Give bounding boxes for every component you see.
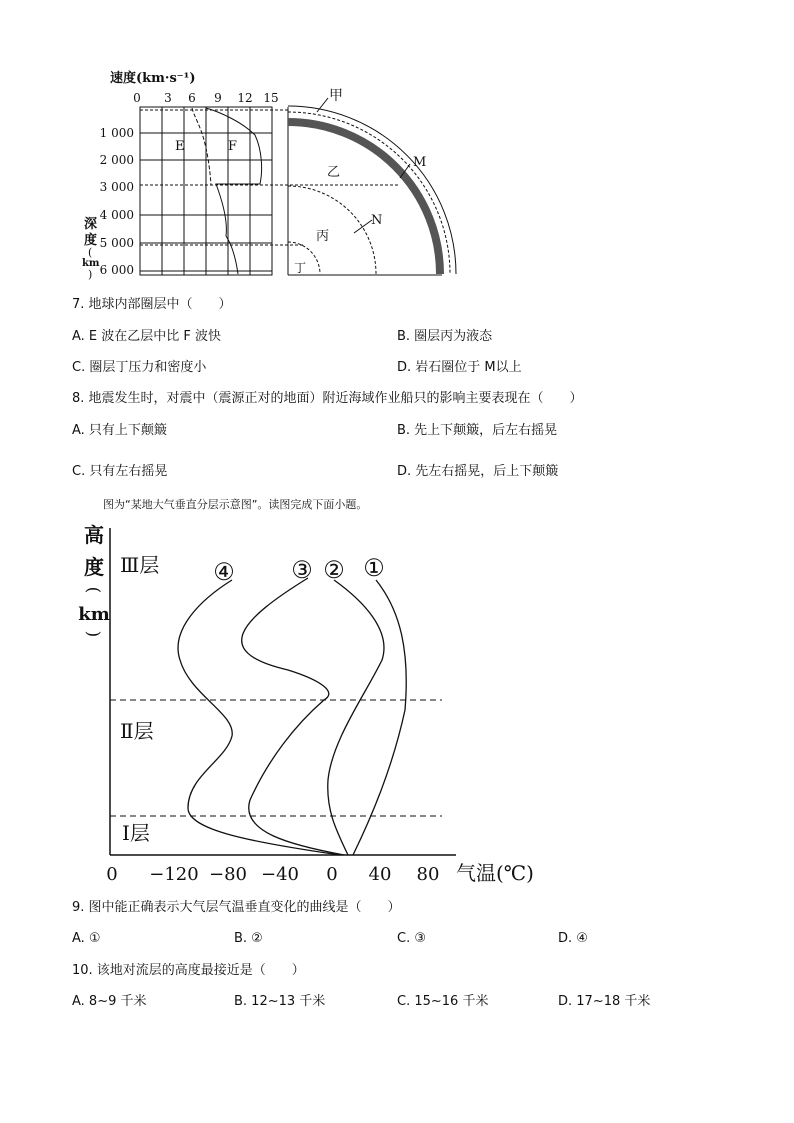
q7-option-d[interactable]: D. 岩石圈位于 M以上 [397, 360, 522, 375]
q9-option-a[interactable]: A. ① [72, 931, 101, 946]
layer-3-label: Ⅲ层 [120, 553, 160, 577]
depth-tick: 3 000 [99, 180, 134, 194]
speed-tick: 9 [214, 91, 222, 105]
y-axis-label: ) [83, 630, 103, 638]
earth-quarter-section [288, 106, 456, 275]
layer-n-label: N [371, 213, 383, 228]
q9-option-d[interactable]: D. ④ [558, 931, 588, 946]
speed-tick: 15 [263, 91, 279, 105]
curve-1 [353, 580, 406, 855]
depth-tick: 1 000 [99, 126, 134, 140]
depth-label: ( [88, 246, 93, 259]
x-tick: −120 [149, 864, 199, 885]
x-axis-label: 气温(℃) [456, 861, 534, 885]
layer-m-label: M [413, 155, 427, 170]
curve-2-label: ② [323, 556, 345, 584]
depth-label: 度 [84, 233, 98, 248]
q10-option-c[interactable]: C. 15~16 千米 [397, 994, 489, 1009]
layer-1-label: Ⅰ层 [122, 821, 150, 845]
depth-label: 深 [84, 217, 98, 232]
q8-option-c[interactable]: C. 只有左右摇晃 [72, 464, 168, 479]
q9-stem: 9. 图中能正确表示大气层气温垂直变化的曲线是（ ） [72, 900, 401, 915]
q7-option-a[interactable]: A. E 波在乙层中比 F 波快 [72, 329, 222, 344]
curve-4 [178, 580, 340, 855]
x-tick: 80 [416, 864, 440, 885]
x-tick: 40 [368, 864, 392, 885]
curve-3-label: ③ [291, 556, 313, 584]
depth-label: km [82, 258, 100, 269]
y-axis-label: km [78, 604, 110, 625]
q9-option-c[interactable]: C. ③ [397, 931, 426, 946]
q8-stem: 8. 地震发生时，对震中（震源正对的地面）附近海域作业船只的影响主要表现在（ ） [72, 391, 583, 406]
x-tick: −80 [209, 864, 247, 885]
earth-interior-figure [70, 60, 460, 285]
layer-bing-label: 丙 [316, 229, 330, 244]
x-tick: 0 [106, 864, 118, 885]
wave-e-curve [192, 108, 211, 185]
wave-e-label: E [175, 139, 185, 154]
speed-tick: 0 [133, 91, 141, 105]
speed-tick: 3 [164, 91, 172, 105]
depth-tick: 4 000 [99, 208, 134, 222]
q7-option-c[interactable]: C. 圈层丁压力和密度小 [72, 360, 207, 375]
y-axis-label: 高 [84, 523, 104, 547]
wave-f-label: F [228, 139, 238, 154]
q9-option-b[interactable]: B. ② [234, 931, 263, 946]
speed-tick: 6 [188, 91, 196, 105]
figure-intro: 图为“某地大气垂直分层示意图”。读图完成下面小题。 [103, 498, 368, 511]
q10-option-d[interactable]: D. 17~18 千米 [558, 994, 651, 1009]
q10-stem: 10. 该地对流层的高度最接近是（ ） [72, 963, 305, 978]
layer-yi-label: 乙 [327, 165, 341, 180]
layer-2-label: Ⅱ层 [120, 719, 154, 743]
x-tick: −40 [261, 864, 299, 885]
y-axis-label: 度 [84, 555, 104, 579]
speed-tick: 12 [237, 91, 253, 105]
q8-option-b[interactable]: B. 先上下颠簸，后左右摇晃 [397, 423, 558, 438]
layer-ding-label: 丁 [294, 261, 307, 275]
layer-jia-label: 甲 [329, 88, 343, 104]
curve-1-label: ① [363, 554, 385, 582]
q7-stem: 7. 地球内部圈层中（ ） [72, 297, 232, 312]
y-axis-label: ( [83, 586, 103, 594]
q8-option-a[interactable]: A. 只有上下颠簸 [72, 423, 167, 438]
depth-label: ) [88, 268, 93, 281]
depth-tick: 6 000 [99, 263, 134, 277]
q7-option-b[interactable]: B. 圈层丙为液态 [397, 329, 493, 344]
x-tick: 0 [326, 864, 338, 885]
curve-4-label: ④ [213, 558, 235, 586]
q10-option-a[interactable]: A. 8~9 千米 [72, 994, 147, 1009]
curve-3 [242, 578, 344, 855]
q10-option-b[interactable]: B. 12~13 千米 [234, 994, 326, 1009]
curve-2 [328, 580, 384, 855]
atmosphere-chart [70, 520, 550, 890]
q8-option-d[interactable]: D. 先左右摇晃，后上下颠簸 [397, 464, 559, 479]
depth-tick: 2 000 [99, 153, 134, 167]
speed-axis-label: 速度(km·s⁻¹) [110, 71, 196, 86]
depth-tick: 5 000 [99, 236, 134, 250]
